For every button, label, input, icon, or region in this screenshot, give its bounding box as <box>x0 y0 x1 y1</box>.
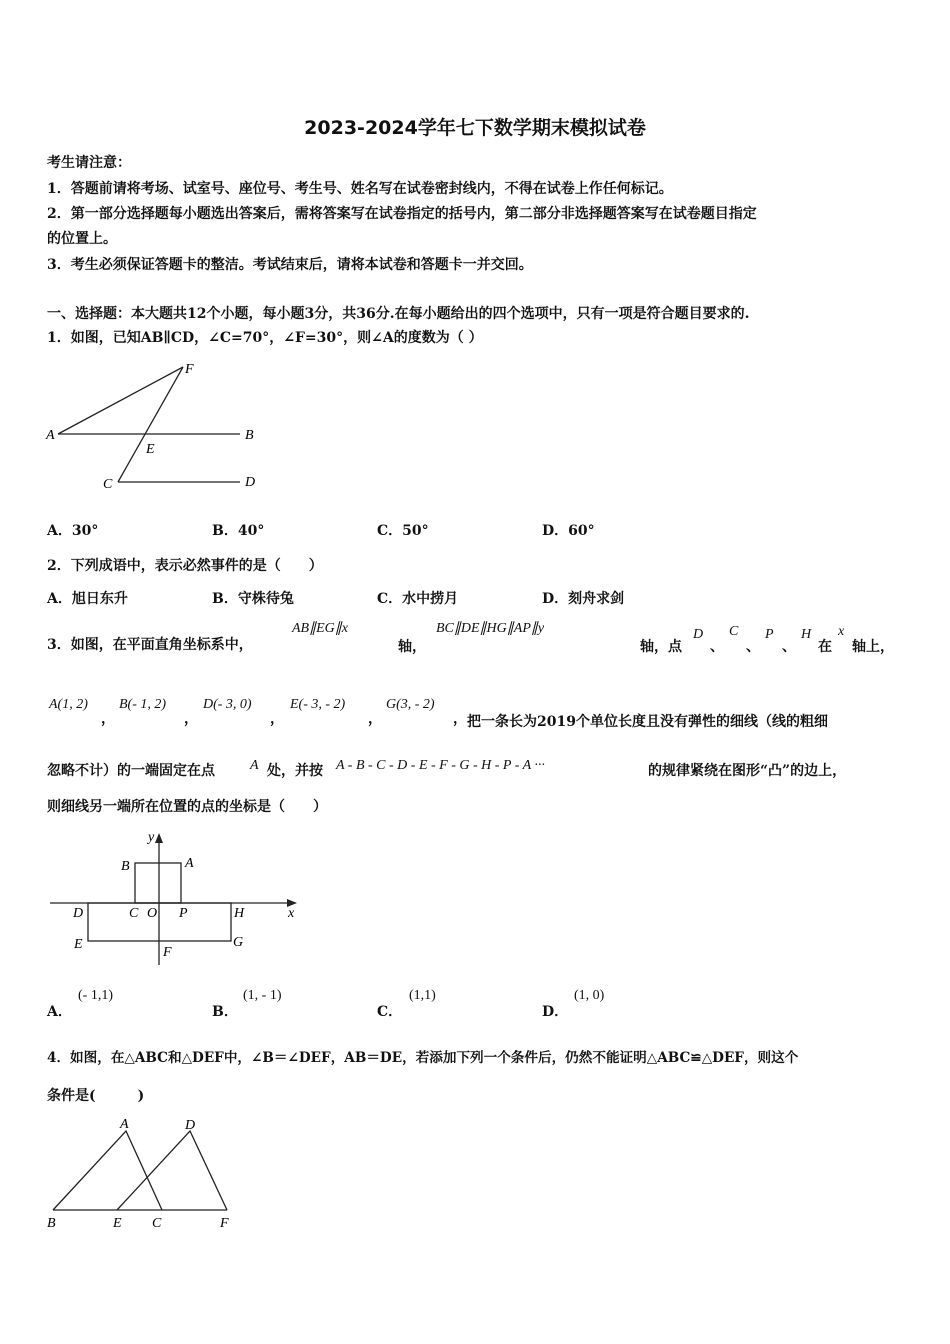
q3-line3-end: 的规律紧绕在图形“凸”的边上， <box>648 763 847 779</box>
label-h: H <box>234 906 245 921</box>
q3-line2-tail: 把一条长为2019个单位长度且没有弹性的细线（线的粗细 <box>467 714 828 730</box>
label-d: D <box>245 475 256 490</box>
q3-option-d: D． <box>542 1004 569 1020</box>
label-a: A <box>46 428 55 443</box>
q3-point-p: P <box>765 627 774 642</box>
question-3-figure <box>45 825 305 970</box>
question-1-stem: 1．如图，已知AB∥CD，∠C=70°，∠F=30°，则∠A的度数为（ ） <box>47 330 483 346</box>
section-heading: 一、选择题：本大题共12个小题，每小题3分，共36分.在每小题给出的四个选项中，只有一项是符合题目要求的. <box>47 306 750 322</box>
label-b: B <box>47 1216 56 1231</box>
label-x: x <box>288 906 295 921</box>
label-y: y <box>148 830 155 845</box>
q3-option-b-value: (1, - 1) <box>243 988 282 1003</box>
q3-line1-end: 轴上， <box>852 639 894 655</box>
q3-comma-4: ， <box>368 711 382 727</box>
question-2-stem: 2．下列成语中，表示必然事件的是（ ） <box>47 558 323 574</box>
page-title: 2023-2024学年七下数学期末模拟试卷 <box>304 117 646 139</box>
question-4-stem: 4．如图，在△ABC和△DEF中，∠B＝∠DEF，AB＝DE，若添加下列一个条件后，仍然不能证明△ABC≌△DEF，则这个 <box>47 1050 799 1066</box>
label-a: A <box>120 1117 129 1132</box>
q3-x-axis: x <box>838 624 845 639</box>
label-b: B <box>121 859 130 874</box>
q3-option-a: A． <box>47 1004 72 1020</box>
question-4-figure <box>40 1115 240 1235</box>
upper-rectangle <box>135 863 181 903</box>
q3-coord-e: E(- 3, - 2) <box>290 697 346 712</box>
label-d: D <box>185 1118 196 1133</box>
q3-sep-3: 、 <box>782 639 796 655</box>
label-o: O <box>147 906 158 921</box>
q3-point-d: D <box>693 627 704 642</box>
notice-heading: 考生请注意： <box>47 155 131 171</box>
q2-option-b: B．守株待兔 <box>212 591 294 607</box>
question-4-stem-cont: 条件是( ) <box>47 1088 145 1104</box>
notice-item-3: 3．考生必须保证答题卡的整洁。考试结束后，请将本试卷和答题卡一并交回。 <box>47 257 533 273</box>
label-f: F <box>220 1216 229 1231</box>
q3-coord-g: G(3, - 2) <box>386 697 435 712</box>
q2-option-d: D．刻舟求剑 <box>542 591 625 607</box>
q3-line3-point-a: A <box>250 758 259 773</box>
q3-line3-start: 忽略不计）的一端固定在点 <box>47 763 215 779</box>
triangle-abc-sides <box>53 1131 162 1210</box>
label-e: E <box>113 1216 122 1231</box>
label-g: G <box>233 935 244 950</box>
q3-sequence: A - B - C - D - E - F - G - H - P - A ··· <box>336 758 545 773</box>
notice-item-1: 1．答题前请将考场、试室号、座位号、考生号、姓名写在试卷密封线内，不得在试卷上作任何标记。 <box>47 181 673 197</box>
q3-line3-mid: 处，并按 <box>267 763 323 779</box>
q3-sep-2: 、 <box>746 639 760 655</box>
q3-math-ab-eg-x: AB∥EG∥x <box>292 621 348 636</box>
y-axis-arrow-icon <box>155 833 163 843</box>
q2-option-c: C．水中捞月 <box>377 591 459 607</box>
q1-option-a: A．30° <box>47 523 99 539</box>
q3-sep-1: 、 <box>710 639 724 655</box>
q3-line1-axis-1: 轴， <box>398 639 426 655</box>
q3-coord-b: B(- 1, 2) <box>119 697 167 712</box>
q1-option-c: C．50° <box>377 523 429 539</box>
label-d: D <box>73 906 84 921</box>
q3-line4: 则细线另一端所在位置的点的坐标是（ ） <box>47 799 327 815</box>
q3-option-d-value: (1, 0) <box>574 988 605 1003</box>
q3-math-bc-de-hg-ap-y: BC∥DE∥HG∥AP∥y <box>436 621 545 636</box>
q1-option-d: D．60° <box>542 523 595 539</box>
label-c: C <box>103 477 113 492</box>
q3-comma-1: ， <box>101 711 115 727</box>
label-e: E <box>74 937 83 952</box>
q3-line1-axis-2: 轴，点 <box>640 639 682 655</box>
label-a: A <box>185 856 194 871</box>
q3-point-c: C <box>729 624 739 639</box>
q3-comma-3: ， <box>270 711 284 727</box>
q2-option-a: A．旭日东升 <box>47 591 128 607</box>
q3-option-c-value: (1,1) <box>409 988 436 1003</box>
notice-item-2-cont: 的位置上。 <box>47 231 117 247</box>
notice-item-2: 2．第一部分选择题每小题选出答案后，需将答案写在试卷指定的括号内，第二部分非选择题答案写在试卷题目指定 <box>47 206 757 222</box>
label-f: F <box>163 945 172 960</box>
q3-point-h: H <box>801 627 812 642</box>
question-1-figure <box>40 355 280 500</box>
q1-option-b: B．40° <box>212 523 265 539</box>
q3-coord-d: D(- 3, 0) <box>203 697 252 712</box>
label-e: E <box>146 442 155 457</box>
triangle-def-sides <box>117 1131 227 1210</box>
label-c: C <box>152 1216 162 1231</box>
q3-option-a-value: (- 1,1) <box>78 988 113 1003</box>
q3-option-c: C． <box>377 1004 403 1020</box>
q3-line1-in: 在 <box>818 639 832 655</box>
label-c: C <box>129 906 139 921</box>
q3-line1-start: 3．如图，在平面直角坐标系中， <box>47 637 253 653</box>
q3-comma-5: ， <box>453 711 467 727</box>
label-b: B <box>245 428 254 443</box>
q3-coord-a: A(1, 2) <box>49 697 88 712</box>
q3-comma-2: ， <box>184 711 198 727</box>
label-p: P <box>179 906 188 921</box>
q3-option-b: B． <box>212 1004 238 1020</box>
label-f: F <box>185 362 194 377</box>
